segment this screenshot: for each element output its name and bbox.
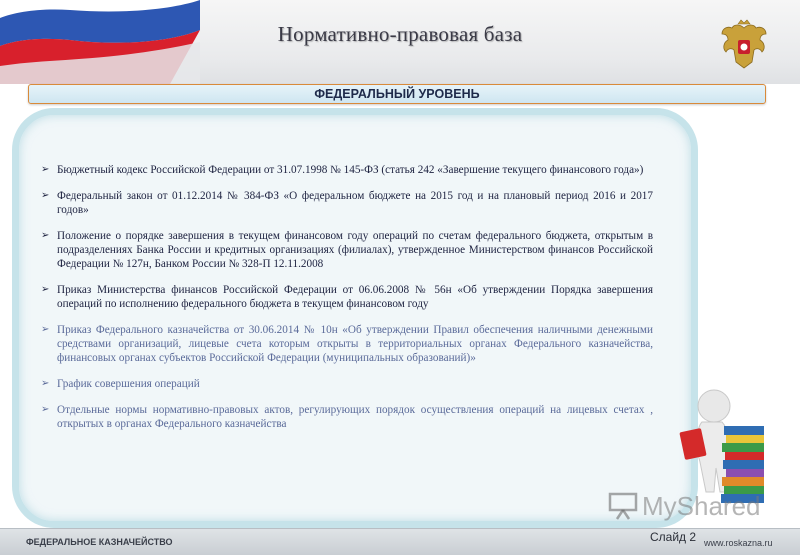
presentation-board-icon bbox=[608, 492, 638, 520]
list-item-text: Федеральный закон от 01.12.2014 № 384-ФЗ «О федеральном бюджете на 2015 год и на плановый период 2016 и 2017 годов» bbox=[57, 190, 653, 216]
list-item bbox=[41, 403, 653, 431]
list-item-text: Положение о порядке завершения в текущем финансовом году операций по счетам федерального бюджета, открытым в подразделениях Банка России и кредитных организациях (филиалах), утвержденное Министерством финансов Российской Федерации № 127н, Банком России № 328-П 12.11.2008 bbox=[57, 230, 653, 270]
double-headed-eagle-emblem-icon bbox=[716, 18, 772, 74]
list-item-text: График совершения операций bbox=[57, 378, 200, 390]
list-item-text: Приказ Министерства финансов Российской Федерации от 06.06.2008 № 56н «Об утверждении Порядка завершения операций по исполнению федерального бюджета в текущем финансовом году bbox=[57, 284, 653, 310]
list-item bbox=[41, 189, 653, 217]
bullet-arrow-icon: ➢ bbox=[41, 284, 50, 295]
slide-number: Слайд 2 bbox=[650, 530, 697, 544]
document-list bbox=[41, 163, 653, 443]
footer-organization: ФЕДЕРАЛЬНОЕ КАЗНАЧЕЙСТВО bbox=[26, 537, 173, 547]
bullet-arrow-icon: ➢ bbox=[41, 230, 50, 241]
list-item bbox=[41, 163, 653, 177]
footer-website: www.roskazna.ru bbox=[704, 538, 773, 548]
list-item bbox=[41, 377, 653, 391]
bullet-arrow-icon: ➢ bbox=[41, 324, 50, 335]
content-panel bbox=[12, 108, 698, 528]
list-item-text: Бюджетный кодекс Российской Федерации от 31.07.1998 № 145-ФЗ (статья 242 «Завершение текущего финансового года») bbox=[57, 164, 644, 176]
list-item bbox=[41, 229, 653, 271]
watermark-logo bbox=[608, 490, 761, 522]
section-banner: ФЕДЕРАЛЬНЫЙ УРОВЕНЬ bbox=[28, 84, 766, 104]
bullet-arrow-icon: ➢ bbox=[41, 404, 50, 415]
watermark-text: MyShared bbox=[642, 490, 761, 521]
page-title: Нормативно-правовая база bbox=[277, 22, 523, 46]
bullet-arrow-icon: ➢ bbox=[41, 190, 50, 201]
bullet-arrow-icon: ➢ bbox=[41, 378, 50, 389]
person-with-books-illustration bbox=[676, 388, 776, 506]
bullet-arrow-icon: ➢ bbox=[41, 164, 50, 175]
header bbox=[0, 0, 800, 84]
list-item-text: Отдельные нормы нормативно-правовых актов, регулирующих порядок осуществления операций на лицевых счетах , открытых в органах Федерального казначейства bbox=[57, 404, 653, 430]
list-item-text: Приказ Федерального казначейства от 30.06.2014 № 10н «Об утверждении Правил обеспечения наличными денежными средствами организаций, лицевые счета которым открыты в территориальных органах Федерального казначейства, финансовых органах субъектов Российской Федерации (муниципальных образований)» bbox=[57, 324, 653, 364]
list-item bbox=[41, 323, 653, 365]
list-item bbox=[41, 283, 653, 311]
